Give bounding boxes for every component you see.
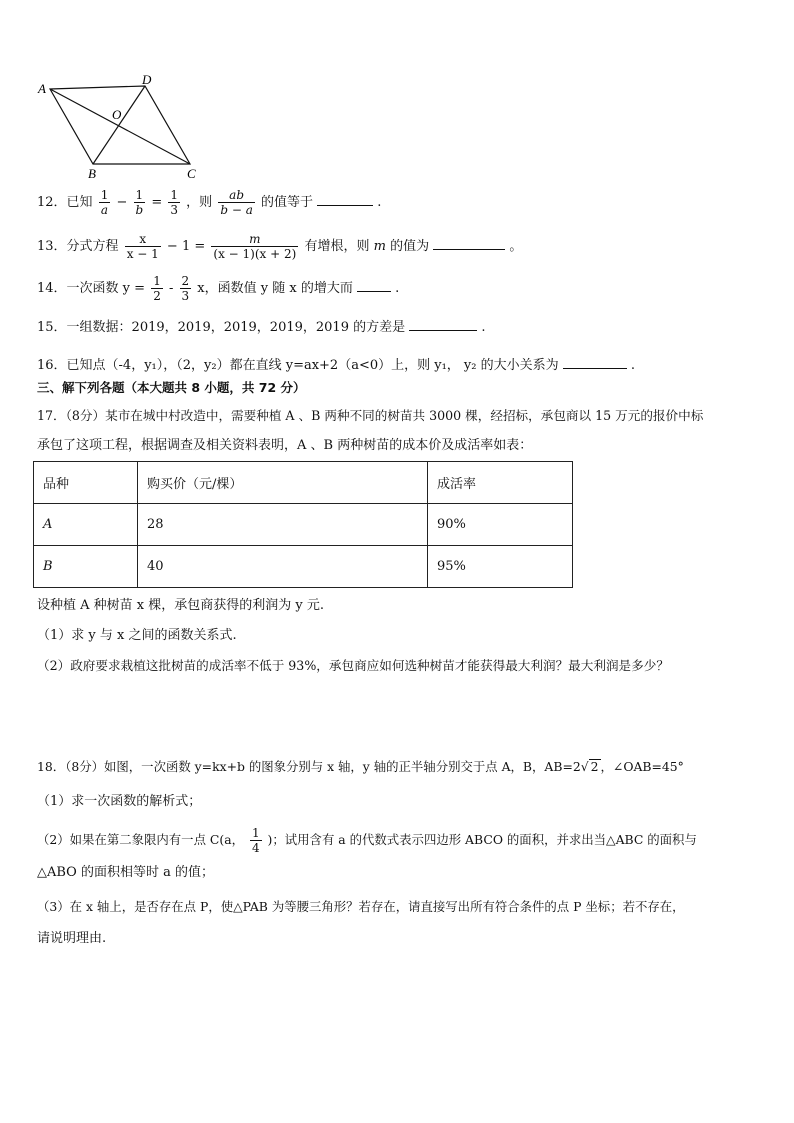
- table-cell: 90%: [428, 504, 573, 546]
- table-row: [34, 504, 573, 546]
- fraction: $\frac{1}{a}$: [100, 188, 109, 217]
- table-cell: 28: [138, 504, 428, 546]
- question-18-part3: （3）在 x 轴上，是否存在点 P，使△PAB 为等腰三角形？若存在，请直接写出所有符合条件的点 P 坐标；若不存在，: [37, 899, 685, 914]
- table-header-cell: 购买价（元/棵）: [138, 462, 428, 504]
- answer-blank[interactable]: [433, 235, 505, 250]
- fraction: $\frac{m}{(x - 1)(x + 2)}$: [213, 232, 297, 261]
- question-12: 12．已知 $\frac{1}{a}$ − $\frac{1}{b}$ = $\frac{1}{3}$ ，则 $\frac{ab}{b - a}$ 的值等于 .: [37, 188, 382, 217]
- question-16: 16．已知点（-4，y₁），（2，y₂）都在直线 y=ax+2（a<0）上，则 y₁， y₂ 的大小关系为 .: [37, 354, 635, 376]
- question-14: 14．一次函数 y = $\frac{1}{2}$ - $\frac{2}{3}$ x，函数值 y 随 x 的增大而 .: [37, 274, 400, 303]
- fraction: $\frac{2}{3}$: [181, 274, 190, 303]
- table-cell: A: [34, 504, 138, 546]
- question-17-setup: 设种植 A 种树苗 x 棵，承包商获得的利润为 y 元.: [37, 598, 324, 613]
- table-header-cell: 品种: [34, 462, 138, 504]
- answer-blank[interactable]: [563, 354, 627, 369]
- section-heading: 三、解下列各题（本大题共 8 小题，共 72 分）: [37, 380, 306, 395]
- table-cell: 40: [138, 546, 428, 588]
- label-o: O: [112, 107, 122, 122]
- question-18-line1: 18．（8分）如图，一次函数 y=kx+b 的图象分别与 x 轴，y 轴的正半轴分别交于点 A，B，AB=2√ 2 ，∠OAB=45°: [37, 759, 684, 774]
- table-header-cell: 成活率: [428, 462, 573, 504]
- question-18-part1: （1）求一次函数的解析式；: [37, 794, 202, 809]
- question-15: 15．一组数据：2019，2019，2019，2019，2019 的方差是 .: [37, 316, 486, 338]
- question-17-line2: 承包了这项工程，根据调查及相关资料表明，A 、B 两种树苗的成本价及成活率如表：: [37, 438, 533, 453]
- question-18-part2: （2）如果在第二象限内有一点 C(a， $\frac{1}{4}$ )；试用含有 a 的代数式表示四边形 ABCO 的面积，并求出当△ABC 的面积与: [37, 826, 697, 855]
- table-header-row: [34, 462, 573, 504]
- question-18-part2-cont: △ABO 的面积相等时 a 的值；: [37, 865, 214, 880]
- seedling-table: [33, 461, 573, 588]
- label-c: C: [187, 166, 196, 181]
- fraction: $\frac{x}{x - 1}$: [126, 232, 159, 261]
- fraction: $\frac{1}{4}$: [251, 826, 260, 855]
- label-a: A: [38, 81, 46, 96]
- question-17-part1: （1）求 y 与 x 之间的函数关系式.: [37, 628, 237, 643]
- question-18-part3-cont: 请说明理由.: [37, 931, 107, 946]
- answer-blank[interactable]: [357, 277, 391, 292]
- diagonal-bd: [93, 86, 145, 164]
- answer-blank[interactable]: [317, 191, 373, 206]
- question-13: 13．分式方程 $\frac{x}{x - 1}$ − 1 = $\frac{m}{(x - 1)(x + 2)}$ 有增根，则 m 的值为 。: [37, 232, 523, 261]
- answer-blank[interactable]: [409, 316, 477, 331]
- table-row: [34, 546, 573, 588]
- label-d: D: [142, 72, 152, 87]
- table-cell: 95%: [428, 546, 573, 588]
- fraction: $\frac{ab}{b - a}$: [220, 188, 253, 217]
- fraction: $\frac{1}{2}$: [153, 274, 161, 303]
- table-cell: B: [34, 546, 138, 588]
- fraction: $\frac{1}{3}$: [170, 188, 179, 217]
- label-b: B: [88, 166, 96, 181]
- question-17-line1: 17．（8分）某市在城中村改造中，需要种植 A 、B 两种不同的树苗共 3000 棵，经招标，承包商以 15 万元的报价中标: [37, 408, 704, 423]
- question-17-part2: （2）政府要求栽植这批树苗的成活率不低于 93%，承包商应如何选种树苗才能获得最大利润？最大利润是多少？: [37, 658, 669, 673]
- parallelogram-figure: [30, 72, 210, 182]
- fraction: $\frac{1}{b}$: [135, 188, 144, 217]
